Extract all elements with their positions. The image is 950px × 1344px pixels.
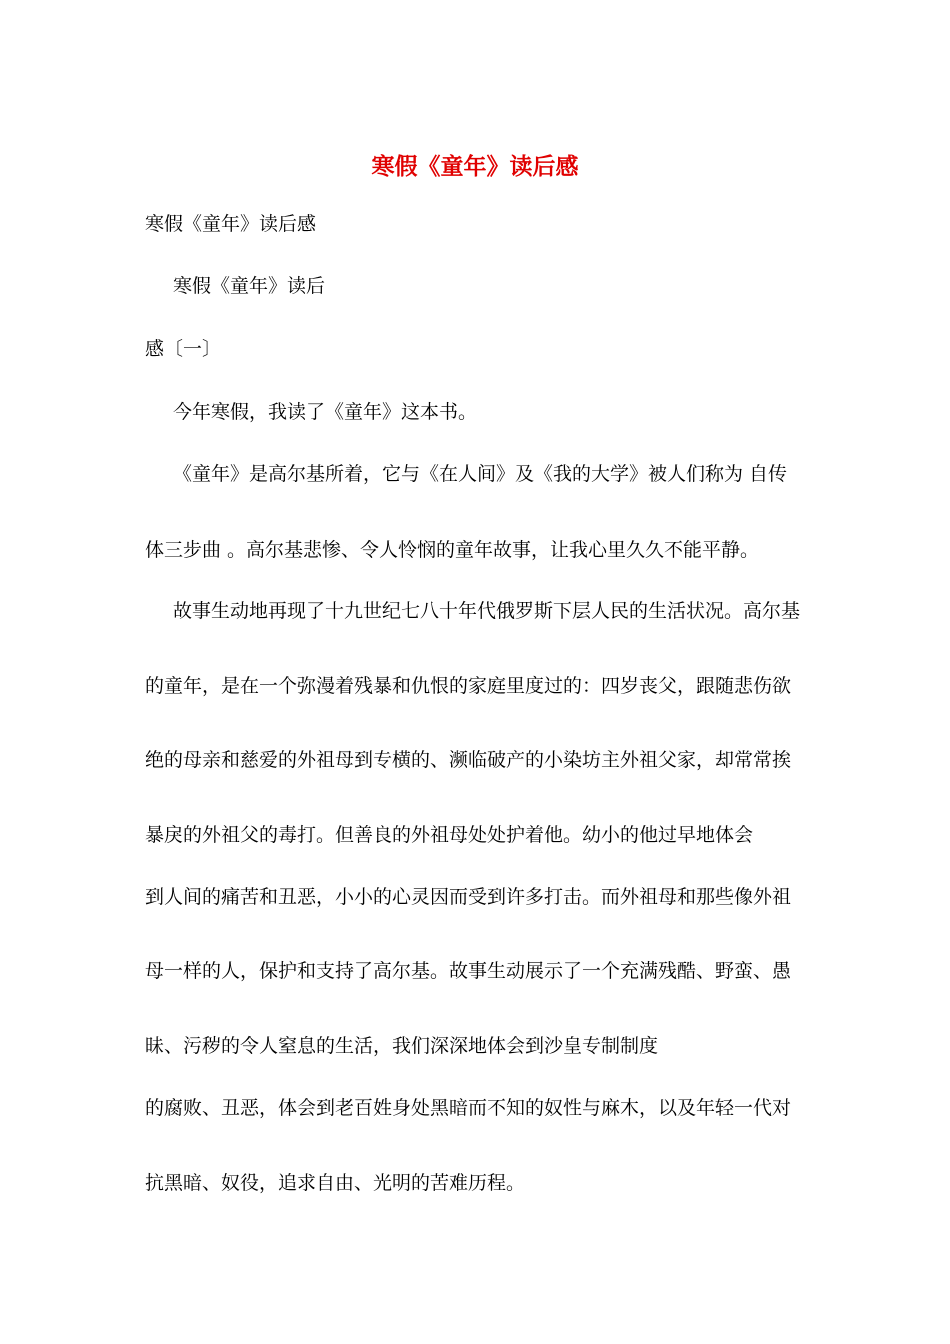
paragraph-line: 故事生动地再现了十九世纪七八十年代俄罗斯下层人民的生活状况。高尔基 (173, 600, 801, 622)
paragraph-line: 感〔一〕 (145, 338, 222, 360)
paragraph-line: 母一样的人，保护和支持了高尔基。故事生动展示了一个充满残酷、野蛮、愚 (145, 960, 792, 982)
paragraph-line: 寒假《童年》读后 (173, 275, 326, 297)
paragraph-line: 抗黑暗、奴役，追求自由、光明的苦难历程。 (145, 1172, 526, 1194)
paragraph-line: 的腐败、丑恶，体会到老百姓身处黑暗而不知的奴性与麻木，以及年轻一代对 (145, 1097, 792, 1119)
paragraph-line: 绝的母亲和慈爱的外祖母到专横的、濒临破产的小染坊主外祖父家，却常常挨 (145, 749, 792, 771)
paragraph-line: 暴戾的外祖父的毒打。但善良的外祖母处处护着他。幼小的他过早地体会 (145, 824, 754, 846)
paragraph-line: 《童年》是高尔基所着，它与《在人间》及《我的大学》被人们称为 自传 (173, 463, 788, 485)
paragraph-line: 昧、污秽的令人窒息的生活，我们深深地体会到沙皇专制制度 (145, 1035, 659, 1057)
paragraph-line: 今年寒假，我读了《童年》这本书。 (173, 401, 478, 423)
document-title: 寒假《童年》读后感 (371, 153, 579, 180)
subtitle-line: 寒假《童年》读后感 (145, 213, 317, 235)
paragraph-line: 的童年，是在一个弥漫着残暴和仇恨的家庭里度过的：四岁丧父，跟随悲伤欲 (145, 675, 792, 697)
paragraph-line: 体三步曲 。高尔基悲惨、令人怜悯的童年故事，让我心里久久不能平静。 (145, 539, 760, 561)
paragraph-line: 到人间的痛苦和丑恶，小小的心灵因而受到许多打击。而外祖母和那些像外祖 (145, 886, 792, 908)
